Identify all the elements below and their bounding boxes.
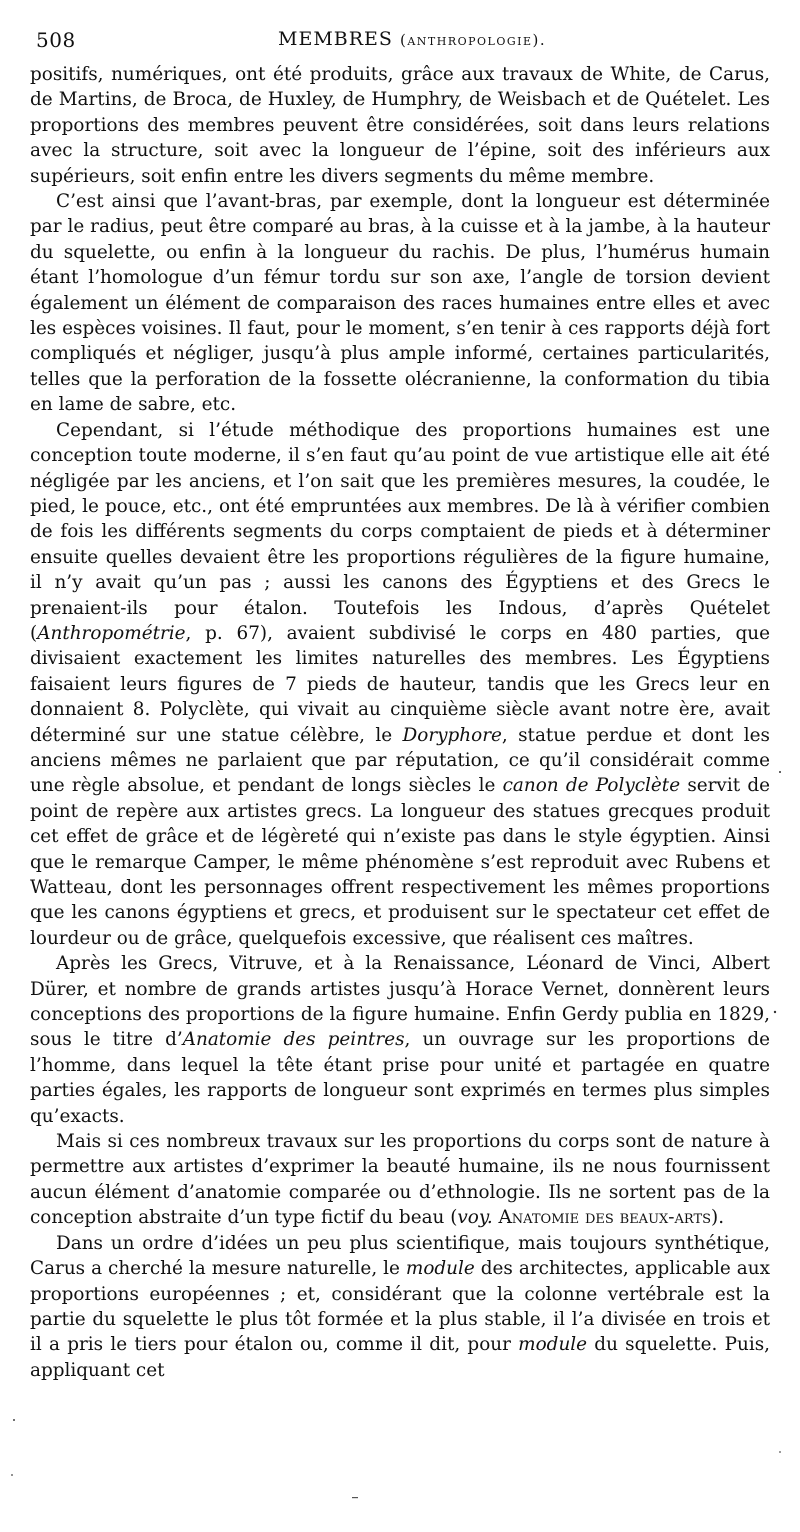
- speck: [11, 1474, 13, 1476]
- running-title: [278, 28, 546, 50]
- text-run: des architectes, applicable aux proportions européennes ; et, considérant que la colonne vertébrale est la partie du squelette le plus tôt formée et la plus stable, il l’a divisée en trois et il a pris le tiers pour étalon ou, comme il dit, pour: [30, 1258, 770, 1356]
- text-run: du squelette. Puis, appliquant cet: [30, 1334, 770, 1381]
- italic-text: Anatomie des peintres: [182, 1029, 405, 1051]
- paragraph: [30, 62, 770, 189]
- italic-text: Anthropométrie: [37, 622, 186, 644]
- running-title-main: MEMBRES: [278, 28, 393, 50]
- italic-text: module: [405, 1258, 475, 1280]
- small-caps-text: Anatomie des beaux-arts: [498, 1207, 712, 1229]
- paragraph: [30, 951, 770, 1129]
- document-page: [30, 28, 770, 1383]
- speck: [352, 1497, 358, 1498]
- text-run: C’est ainsi que l’avant-bras, par exemple, dont la longueur est déterminée par le radius, peut être comparé au bras, à la cuisse et à la jambe, à la hauteur du squelette, ou enfin à la longueur du rachis. De plus, l’humérus humain étant l’homologue d’un fémur tordu sur son axe, l’angle de torsion devient également un élément de comparaison des races humaines entre elles et avec les espèces voisines. Il faut, pour le moment, s’en tenir à ces rapports déjà fort compliqués et négliger, jusqu’à plus ample informé, certaines particularités, telles que la perforation de la fossette olécranienne, la conformation du tibia en lame de sabre, etc.: [30, 191, 770, 416]
- body-text: [30, 62, 770, 1383]
- speck: [13, 1419, 15, 1421]
- text-run: Après les Grecs, Vitruve, et à la Renaissance, Léonard de Vinci, Albert Dürer, et nombre de grands artistes jusqu’à Horace Vernet, donnèrent leurs conceptions des proportions de la figure humaine. Enfin Gerdy publia en 1829, sous le titre d’: [30, 953, 770, 1051]
- speck: [779, 1451, 781, 1453]
- text-run: Cependant, si l’étude méthodique des proportions humaines est une conception toute moderne, il s’en faut qu’au point de vue artistique elle ait été négligée par les anciens, et l’on sait que les premières mesures, la coudée, le pied, le pouce, etc., ont été empruntées aux membres. De là à vérifier combien de fois les différents segments du corps comptaient de pieds et à déterminer ensuite quelles devaient être les proportions régulières de la figure humaine, il n’y avait qu’un pas ; aussi les canons des Égyptiens et des Grecs le prenaient-ils pour étalon. Toutefois les Indous, d’après Quételet (: [30, 419, 770, 644]
- italic-text: voy.: [457, 1207, 493, 1229]
- text-run: servit de point de repère aux artistes grecs. La longueur des statues grecques produit cet effet de grâce et de légèreté qui n’existe pas dans le style égyptien. Ainsi que le remarque Camper, le même phénomène s’est reproduit avec Rubens et Watteau, dont les personnages offrent respectivement les mêmes proportions que les canons égyptiens et grecs, et produisent sur le spectateur cet effet de lourdeur ou de grâce, quelquefois excessive, que réalisent ces maîtres.: [30, 775, 771, 949]
- italic-text: Doryphore: [402, 724, 502, 746]
- italic-text: module: [518, 1334, 588, 1356]
- speck: [774, 1011, 776, 1013]
- speck: [779, 771, 781, 773]
- paragraph: [30, 189, 770, 418]
- text-run: Mais si ces nombreux travaux sur les proportions du corps sont de nature à permettre aux artistes d’exprimer la beauté humaine, ils ne nous fournissent aucun élément d’anatomie comparée ou d’ethnologie. Ils ne sortent pas de la conception abstraite d’un type fictif du beau (: [30, 1131, 770, 1229]
- running-header: [30, 28, 770, 62]
- text-run: , un ouvrage sur les proportions de l’homme, dans lequel la tête étant prise pour unité et partagée en quatre parties égales, les rapports de longueur sont exprimés en termes plus simples qu’exacts.: [30, 1029, 770, 1127]
- paragraph: [30, 418, 770, 952]
- text-run: Dans un ordre d’idées un peu plus scientifique, mais toujours synthétique, Carus a cherché la mesure naturelle, le: [30, 1232, 770, 1280]
- text-run: , statue perdue et dont les anciens mêmes ne parlaient que par réputation, ce qu’il considérait comme une règle absolue, et pendant de longs siècles le: [30, 724, 770, 797]
- page-number: 508: [36, 28, 76, 52]
- text-run: , p. 67), avaient subdivisé le corps en 480 parties, que divisaient exactement les limites naturelles des membres. Les Égyptiens faisaient leurs figures de 7 pieds de hauteur, tandis que les Grecs leur en donnaient 8. Polyclète, qui vivait au cinquième siècle avant notre ère, avait déterminé sur une statue célèbre, le: [30, 622, 770, 746]
- paragraph: [30, 1129, 770, 1231]
- text-run: positifs, numériques, ont été produits, grâce aux travaux de White, de Carus, de Martins, de Broca, de Huxley, de Humphry, de Weisbach et de Quételet. Les proportions des membres peuvent être considérées, soit dans leurs relations avec la structure, soit avec la longueur de l’épine, soit des inférieurs aux supérieurs, soit enfin entre les divers segments du même membre.: [30, 64, 770, 187]
- italic-text: canon de Polyclète: [502, 775, 681, 797]
- paragraph: [30, 1231, 770, 1383]
- running-title-sub: (anthropologie).: [399, 31, 547, 49]
- text-run: ).: [711, 1207, 725, 1229]
